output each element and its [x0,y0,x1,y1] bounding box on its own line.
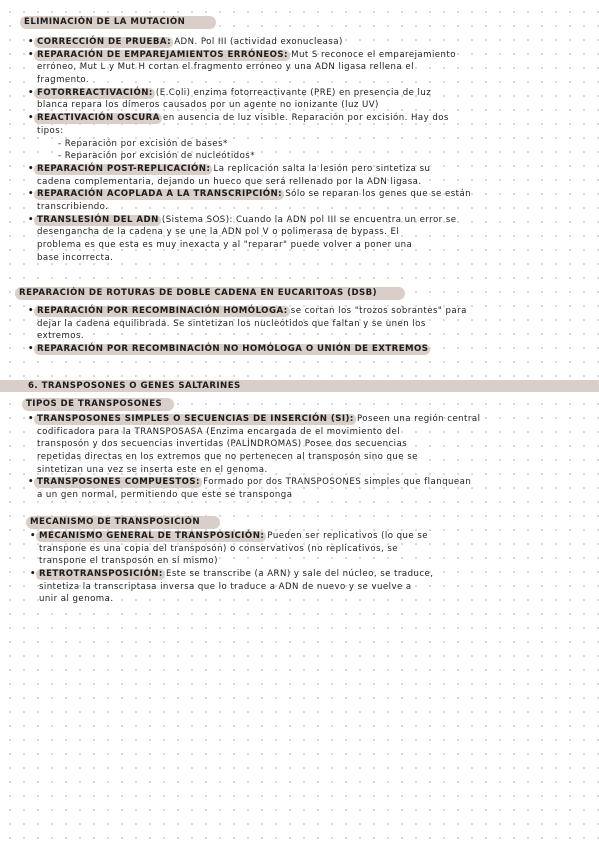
section-eliminacion-list [28,36,471,264]
item-text: blanca repara los dímeros causados por un agente no ionizante (luz UV) [37,100,379,111]
item-text: se cortan los "trozos sobrantes" para [287,306,467,316]
list-item: • TRANSLESIÓN DEL ADN (Sistema SOS): Cuando la ADN pol III se encuentra un error se [28,214,457,225]
item-term: CORRECCIÓN DE PRUEBA: [37,37,172,47]
list-item: • REPARACIÓN DE EMPAREJAMIENTOS ERRÓNEOS: Mut S reconoce el emparejamiento [28,49,456,60]
item-text: Formado por dos TRANSPOSONES simples que flanquean [199,477,472,488]
section-title-text: TIPOS DE TRANSPOSONES [26,399,163,409]
list-item: • REACTIVACIÓN OSCURA en ausencia de luz visible. Reparación por excisión. Hay dos [28,113,449,124]
list-item: • RETROTRANSPOSICIÓN: Este se transcribe (a ARN) y sale del núcleo, se traduce, [30,569,434,580]
item-text: erróneo, Mut L y Mut H cortan el fragmento erróneo y una ADN ligasa rellena el [37,62,414,73]
list-item: • CORRECCIÓN DE PRUEBA: ADN. Pol III (actividad exonucleasa) [28,37,343,47]
section-dsb-list [28,305,467,356]
section-mecanismo-list [30,530,433,606]
item-text: transpone el transposón en sí mismo) [39,556,218,567]
item-text: Sólo se reparan los genes que se están [282,189,472,200]
sub-item: - Reparación por excisión de bases* [58,138,228,149]
item-term: FOTORREACTIVACIÓN: [37,87,153,98]
list-item: • MECANISMO GENERAL DE TRANSPOSICIÓN: Pueden ser replicativos (lo que se [30,531,428,541]
item-text: Poseen una región central [353,414,481,424]
item-text: Mut S reconoce el emparejamiento [287,49,456,60]
item-text: sintetizan una vez se inserta este en el genoma. [37,464,268,475]
item-text: desengancha de la cadena y se une la ADN pol V o polimerasa de bypass. El [37,227,400,238]
list-item: • REPARACIÓN POR RECOMBINACIÓN HOMÓLOGA: se cortan los "trozos sobrantes" para [28,306,467,316]
item-term: TRANSPOSONES SIMPLES O SECUENCIAS DE INSERCIÓN (SI): [37,414,354,424]
item-term: REACTIVACIÓN OSCURA [37,113,160,124]
item-text: base incorrecta. [37,252,114,263]
item-text: transpone es una copia del transposón) o conservativos (no replicativos, se [39,543,398,554]
section-title-text: MECANISMO DE TRANSPOSICIÓN [30,517,201,527]
band-title-text: 6. TRANSPOSONES O GENES SALTARINES [28,381,241,391]
item-term: REPARACIÓN DE EMPAREJAMIENTOS ERRÓNEOS: [37,49,288,60]
item-text: tipos: [37,125,64,136]
list-item: • REPARACIÓN POR RECOMBINACIÓN NO HOMÓLOGA O UNIÓN DE EXTREMOS [28,344,429,355]
item-text: (E.Coli) enzima fotorreactivante (PRE) en presencia de luz [152,87,432,98]
item-term: REPARACIÓN ACOPLADA A LA TRANSCRIPCIÓN: [37,189,283,200]
item-text: extremos. [37,331,85,342]
list-item: • TRANSPOSONES SIMPLES O SECUENCIAS DE INSERCIÓN (SI): Poseen una región central [28,414,481,424]
item-text: ADN. Pol III (actividad exonucleasa) [171,37,343,47]
section-title-dsb [15,287,405,300]
item-text: a un gen normal, permitiendo que este se transponga [37,490,293,501]
item-text: fragmento. [37,75,90,86]
item-text: La replicación salta la lesión pero sintetiza su [210,163,431,174]
section-title-text: REPARACIÓN DE ROTURAS DE DOBLE CADENA EN EUCARITOAS (DSB) [19,288,378,298]
sub-item: - Reparación por excisión de nucleótidos* [58,151,255,162]
item-text: dejar la cadena equilibrada. Se sintetizan los nucleótidos que faltan y se unen los [37,318,426,329]
list-item: • REPARACIÓN ACOPLADA A LA TRANSCRIPCIÓN: Sólo se reparan los genes que se están [28,189,472,200]
item-text: transcribiendo. [37,201,109,212]
item-text: codificadora para la TRANSPOSASA (Enzima encargada de el movimiento del [37,426,401,437]
item-term: REPARACIÓN POST-REPLICACIÓN: [37,163,211,174]
section-tipos-list [28,413,480,502]
item-text: unir al genoma. [39,594,114,605]
item-text: cadena complementaria, dejando un hueco que será rellenado por la ADN ligasa. [37,176,422,187]
item-text: en ausencia de luz visible. Reparación por excisión. Hay dos [159,113,449,124]
item-text: transposón y dos secuencias invertidas (PALÍNDROMAS) Posee dos secuencias [37,439,408,450]
section-title-mecanismo [26,516,220,529]
list-item: • REPARACIÓN POST-REPLICACIÓN: La replicación salta la lesión pero sintetiza su [28,163,431,174]
item-term: REPARACIÓN POR RECOMBINACIÓN NO HOMÓLOGA O UNIÓN DE EXTREMOS [37,344,429,355]
section-title-text: ELIMINACIÓN DE LA MUTACIÓN [24,17,186,27]
list-item: • TRANSPOSONES COMPUESTOS: Formado por dos TRANSPOSONES simples que flanquean [28,477,472,488]
item-text: (Sistema SOS): Cuando la ADN pol III se encuentra un error se [158,214,457,225]
item-term: REPARACIÓN POR RECOMBINACIÓN HOMÓLOGA: [37,306,288,316]
item-text: repetidas directas en los extremos que no pertenecen al transposón sino que se [37,452,418,463]
list-item: • FOTORREACTIVACIÓN: (E.Coli) enzima fotorreactivante (PRE) en presencia de luz [28,87,432,98]
item-text: Pueden ser replicativos (lo que se [264,531,428,541]
item-term: TRANSLESIÓN DEL ADN [37,214,159,225]
item-text: Este se transcribe (a ARN) y sale del núcleo, se traduce, [162,569,434,580]
item-term: RETROTRANSPOSICIÓN: [39,569,163,580]
section-title-eliminacion [20,16,216,29]
section-band-transposones [0,380,599,392]
item-term: TRANSPOSONES COMPUESTOS: [37,477,200,488]
item-term: MECANISMO GENERAL DE TRANSPOSICIÓN: [39,531,265,541]
item-text: problema es que esta es muy inexacta y al "reparar" puede volver a poner una [37,240,413,250]
section-title-tipos [22,398,174,411]
item-text: sintetiza la transcriptasa inversa que lo traduce a ADN de nuevo y se vuelve a [39,581,412,592]
